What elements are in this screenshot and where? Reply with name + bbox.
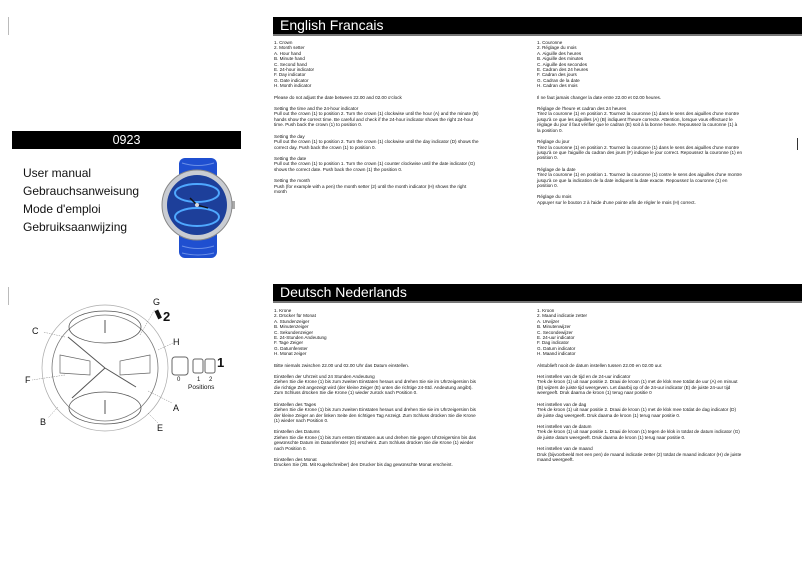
instruction-paragraph	[274, 429, 479, 451]
position-0: 0	[177, 377, 181, 383]
watch-dial-diagram	[10, 295, 240, 455]
crop-mark	[797, 138, 798, 150]
instruction-text: Pull out the crown (1) to position 1. Turn the crown (1) counter clockwise until the date indicator (G) shows the correct date. Push back the crown (1) the position 0.	[274, 161, 475, 172]
instruction-text: Pull out the crown (1) to position 2. Turn the crown (1) clockwise until the day indicator (D) shows the correct day. Push back the crown (1) to position 0.	[274, 139, 479, 150]
parts-list	[537, 308, 742, 357]
parts-list-item: 2. Drücker für Monat	[274, 313, 316, 319]
watch-photo	[150, 158, 245, 258]
instruction-paragraph	[274, 178, 479, 194]
parts-list-item: C. Secondewijzer	[537, 329, 573, 335]
instruction-text: Tirez la couronne (1) en position 2. Tournez la couronne (1) dans le sens des aiguilles d'une montre jusqu'à ce que les aiguilles (A) (B) indiquent l'heure correcte. Attention, lorsque vous effectuez le réglage du jour il faut vérifier que le cadran (E) soit à la bonne heure. Repoussez la couronne (1) à la position 0.	[537, 111, 740, 133]
parts-list-item: E. Cadran des 24 heures	[537, 67, 589, 73]
parts-list-item: C. Second hand	[274, 61, 307, 67]
parts-list-item: F. Cadran des jours	[537, 72, 577, 78]
instruction-heading: Setting the day	[274, 133, 305, 139]
instruction-heading: Setting the date	[274, 155, 307, 161]
instruction-heading: Setting the month	[274, 178, 311, 184]
parts-list-item: B. Minute hand	[274, 56, 305, 62]
instruction-paragraph	[274, 106, 479, 128]
instruction-heading: Setting the time and the 24-hour indicator	[274, 106, 359, 112]
parts-list-item: 1. Couronne	[537, 40, 563, 45]
instruction-paragraph	[274, 156, 479, 172]
instruction-paragraph	[274, 95, 479, 100]
instruction-heading: Réglage de la date	[537, 166, 576, 172]
section-title: English Francais	[280, 17, 384, 33]
instruction-text: Tirez la couronne (1) en position 2. Tournez la couronne (1) dans le sens des aiguilles d'une montre jusqu'à ce que l'aiguille du cadran des jours (F) indique le jour correct. Repoussez la couronne (1) en position 0.	[537, 144, 743, 161]
instruction-text: Trek de kroon (1) uit naar positie 2. Draai de kroon (1) met de klok mee totdat de uur (A) en minuut (B) wijzers de juiste tijd weergeven. Let daarbij op of de 24-uur indicator (E) de juiste 24-uur tijd weergeeft. Druk daarna de kroon (1) terug naar positie 0	[537, 379, 738, 396]
instruction-paragraph	[537, 446, 742, 462]
instruction-paragraph	[537, 106, 742, 133]
instruction-heading: Einstellen der Uhrzeit und 24 Stunden Andeutung	[274, 374, 375, 380]
column-german	[274, 308, 479, 468]
parts-list-item: C. Sekundenzeiger	[274, 329, 314, 335]
parts-list-item: G. Datumfenster	[274, 345, 308, 351]
crop-mark	[8, 287, 9, 305]
diagram-label-b: B	[40, 417, 47, 427]
parts-list-item: A. Stundenzeiger	[274, 318, 310, 324]
parts-list	[537, 40, 742, 89]
instruction-paragraph	[537, 374, 742, 396]
column-french	[537, 40, 742, 205]
instruction-paragraph	[274, 374, 479, 396]
parts-list	[274, 308, 479, 357]
instruction-heading: Einstellen des Datums	[274, 429, 320, 435]
parts-list-item: 1. Krone	[274, 308, 292, 313]
instruction-paragraph	[274, 134, 479, 150]
diagram-label-e: E	[157, 423, 164, 433]
manual-languages	[23, 164, 139, 236]
instruction-heading: Het instellen van de tijd en de 24-uur indicator	[537, 374, 631, 380]
parts-list-item: A. Hour hand	[274, 50, 302, 56]
language-title: Gebruiksaanwijzing	[23, 220, 128, 234]
parts-list-item: H. Monat zeiger	[274, 351, 307, 357]
instruction-heading: Het instellen van de datum	[537, 423, 592, 429]
instruction-paragraph	[537, 402, 742, 418]
crop-mark	[8, 17, 9, 35]
parts-list-item: 2. Réglage du mois	[537, 45, 577, 51]
diagram-label-f: F	[25, 375, 31, 385]
parts-list-item: F. Day indicator	[274, 72, 306, 78]
parts-list-item: 1. Crown	[274, 40, 293, 45]
instruction-paragraph	[274, 363, 479, 368]
diagram-label-g: G	[153, 297, 161, 307]
instruction-text: Alstublieft nooit de datum instellen tussen 22.00 en 02.00 uur.	[537, 362, 663, 368]
parts-list-item: C. Aiguille des secondes	[537, 61, 588, 67]
parts-list-item: G. Date indicator	[274, 77, 309, 83]
section-title: Deutsch Nederlands	[280, 284, 407, 300]
instruction-paragraph	[274, 402, 479, 424]
parts-list-item: B. Aiguille des minutes	[537, 56, 584, 62]
instruction-paragraph	[537, 194, 742, 205]
diagram-label-a: A	[173, 403, 180, 413]
parts-list-item: A. Aiguille des heures	[537, 50, 582, 56]
parts-list-item: F. Tage Zeiger	[274, 340, 304, 346]
language-title: User manual	[23, 166, 92, 180]
parts-list-item: B. Minutenwijzer	[537, 324, 571, 330]
language-title: Mode d'emploi	[23, 202, 101, 216]
parts-list-item: 1. Kroon	[537, 308, 555, 313]
parts-list-item: A. Urwijzer	[537, 318, 560, 324]
instruction-text: Il ne faut jamais changer la date entre 22.00 et 02.00 heures.	[537, 94, 662, 100]
section-header-german-dutch	[273, 284, 802, 303]
instruction-text: Bitte niemals zwischen 22.00 und 02.00 Uhr das Datum einstellen.	[274, 362, 410, 368]
parts-list-item: H. Cadran des mois	[537, 83, 578, 89]
parts-list	[274, 40, 479, 89]
instruction-heading: Het instellen van de maand	[537, 446, 593, 452]
section-header-english-french	[273, 17, 802, 36]
position-1: 1	[197, 377, 201, 383]
positions-label: Positions	[188, 384, 215, 391]
instruction-paragraph	[537, 363, 742, 368]
instruction-heading: Réglage du mois	[537, 194, 572, 200]
instruction-text: Druk (bijvoorbeeld met een pen) de maand indicatie zetter (2) totdat de maand indicator (H) de juiste maand weergeeft.	[537, 451, 742, 462]
parts-list-item: G. Datum indicator	[537, 345, 576, 351]
instruction-heading: Einstellen des Tages	[274, 401, 317, 407]
column-english	[274, 40, 479, 194]
instruction-heading: Einstellen des Monat	[274, 456, 317, 462]
instruction-text: Tirez la couronne (1) en position 1. Tournez la couronne (1) contre le sens des aiguilles d'une montre jusqu'à ce que la indication de la date indiquent la date exacte. Repoussez la couronne (1) en position 0.	[537, 172, 742, 188]
instruction-heading: Réglage de l'heure et cadran des 24 heures	[537, 106, 627, 112]
instruction-paragraph	[537, 95, 742, 100]
parts-list-item: H. Maand indicator	[537, 351, 576, 357]
instruction-paragraph	[537, 167, 742, 189]
parts-list-item: H. Month indicator	[274, 83, 312, 89]
parts-list-item: B. Minutenzeiger	[274, 324, 309, 330]
parts-list-item: E. 24-uur indicator	[537, 335, 575, 341]
instruction-heading: Réglage du jour	[537, 139, 570, 145]
instruction-text: Please do not adjust the date between 22.00 and 02.00 o'clock	[274, 94, 402, 100]
instruction-text: Pull out the crown (1) to position 2. Turn the crown (1) clockwise until the hour (A) and the minute (B) hands show the correct time. Be careful and check if the 24-hour indicator shows the right 24-hour time. Push back the crown (1) to position 0.	[274, 111, 479, 128]
instruction-paragraph	[537, 424, 742, 440]
parts-list-item: 2. Month setter	[274, 45, 305, 51]
crown-number-1: 1	[217, 355, 225, 370]
instruction-text: Ziehen Sie die Krone (1) bis zum zweiten Einstaten heraus und drehen Sie sie im Uhrzeigersinn bis die richtige Zeit angezeigt wird (der kleine Zeiger (E) unten die richtige 24-Std. Andeutung angibt). Zum Schluss drücken Sie die Krone (1) wieder zurück nach Position 0.	[274, 379, 476, 396]
position-2: 2	[209, 377, 213, 383]
instruction-text: Trek de kroon (1) uit naar positie 1. Draai de kroon (1) tegen de klok in totdat de datum indicator (G) de juiste datum weergeeft. Druk daarna de kroon (1) terug naar positie 0.	[537, 429, 740, 440]
instruction-text: Drucken Sie (zB. Mit Kugelschreiber) den Drucker bis dag gewünschte Monat erscheint.	[274, 462, 453, 468]
instruction-paragraph	[537, 139, 742, 161]
diagram-label-h: H	[173, 337, 180, 347]
instruction-text: Trek de kroon (1) uit naar positie 2. Draai de kroon (1) met de klok mee totdat de dag indicator (D) de juiste dag weergeeft. Druk daarna de kroon (1) terug naar positie 0.	[537, 407, 736, 418]
diagram-label-c: C	[32, 326, 39, 336]
parts-list-item: G. Cadran de la date	[537, 77, 580, 83]
parts-list-item: E. 24-Stunden Andeutung	[274, 335, 327, 341]
instruction-text: Ziehen Sie die Krone (1) bis zum zweiten Einstaten heraus und drehen Sie sie im Uhrzeigersinn bis der kleine Zeiger an der linken Seite den richtigen Tag Anzeigt. Zum Schluss drücken Sie die Krone (1) wieder nach Position 0.	[274, 407, 476, 423]
parts-list-item: E. 24-hour indicator	[274, 67, 315, 73]
instruction-text: Appuyer sur le bouton 2 à l'aide d'une pointe afin de régler le mois (H) correct.	[537, 199, 696, 205]
language-title: Gebrauchsanweisung	[23, 184, 140, 198]
column-dutch	[537, 308, 742, 462]
parts-list-item: 2. Maand indicatie zetter	[537, 313, 588, 319]
instruction-text: Ziehen Sie die Krone (1) bis zum ersten Einstaten aus und drehen Sie gegen Uhrzeigersinn bis das gewünschte Datum im Datumfenster (G) erscheint. Zum Schluss drücken Sie die Krone (1) wieder nach Position 0.	[274, 434, 476, 451]
model-number-banner: 0923	[12, 131, 241, 149]
parts-list-item: F. Dag indicator	[537, 340, 569, 346]
instruction-text: Push (for example with a pen) the month setter (2) until the month indicator (H) shows the right month	[274, 183, 467, 194]
instruction-heading: Het instellen van de dag	[537, 401, 587, 407]
crown-number-2: 2	[163, 309, 171, 324]
instruction-paragraph	[274, 457, 479, 468]
